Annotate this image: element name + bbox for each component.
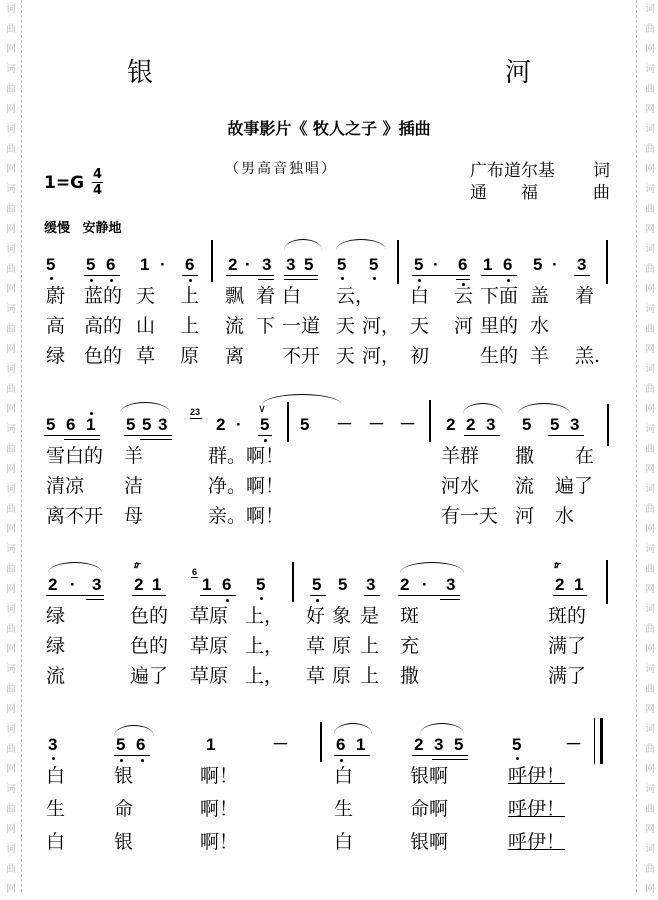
grace-notes: 23 bbox=[190, 407, 201, 417]
lyric: 撒 bbox=[400, 665, 420, 687]
sixteenth-beam bbox=[140, 439, 172, 440]
mordent-icon: 𝆖 bbox=[134, 558, 141, 571]
lyric: 上， bbox=[245, 635, 284, 657]
credits bbox=[470, 160, 610, 204]
lyric: 好 bbox=[306, 605, 326, 627]
lyric: 羔. bbox=[575, 345, 601, 367]
note: 1 bbox=[356, 735, 366, 754]
lower-octave-dot bbox=[516, 757, 519, 760]
lyric: 河， bbox=[362, 345, 401, 367]
eighth-beam bbox=[200, 595, 236, 596]
lyric: 草原 bbox=[190, 665, 229, 687]
lyric: 蓝的 bbox=[84, 285, 123, 307]
lyric: 呼伊！ bbox=[508, 831, 566, 853]
dot-extension: · bbox=[236, 415, 242, 434]
lyric: 一道 bbox=[282, 315, 321, 337]
key-signature bbox=[44, 168, 103, 197]
note: 5 bbox=[454, 735, 464, 754]
eighth-beam bbox=[132, 595, 166, 596]
slur bbox=[284, 239, 322, 250]
note: 5 bbox=[414, 255, 424, 274]
lyric: 里的 bbox=[480, 315, 519, 337]
vocal-type: （男高音独唱） bbox=[225, 161, 337, 177]
lower-octave-dot bbox=[52, 757, 55, 760]
lyric: 原 bbox=[332, 665, 352, 687]
watermark-text: 词 曲 网 bbox=[6, 64, 16, 115]
note: 1 bbox=[574, 575, 584, 594]
lyric: 色的 bbox=[130, 635, 169, 657]
eighth-beam bbox=[574, 275, 590, 276]
lyric: 天 bbox=[336, 315, 356, 337]
note: 2 bbox=[446, 415, 456, 434]
lyric: 撒 bbox=[515, 445, 535, 467]
lyric: 草原 bbox=[190, 605, 229, 627]
dot-extension: · bbox=[245, 255, 251, 274]
lyricist-credit bbox=[470, 160, 610, 182]
slur bbox=[400, 562, 464, 573]
watermark-text: 词 曲 网 bbox=[6, 184, 16, 235]
note: 2 bbox=[400, 575, 410, 594]
lyric: 流 bbox=[515, 475, 535, 497]
watermark-text: 词 曲 网 bbox=[645, 604, 655, 655]
lyric: 净。啊！ bbox=[208, 475, 285, 497]
watermark-text: 词 曲 网 bbox=[6, 784, 16, 835]
sixteenth-beam bbox=[432, 759, 468, 760]
barline bbox=[429, 400, 431, 442]
lyric: 河 bbox=[454, 315, 474, 337]
lyric: 斑 bbox=[400, 605, 420, 627]
lyric: 啊！ bbox=[200, 798, 239, 820]
eighth-beam bbox=[464, 435, 500, 436]
note: 5 bbox=[46, 415, 56, 434]
dot-extension: · bbox=[552, 255, 558, 274]
note: 2 bbox=[228, 255, 238, 274]
watermark-text: 词 曲 网 bbox=[6, 544, 16, 595]
lyric: 命 bbox=[114, 798, 134, 820]
note: 3 bbox=[286, 255, 296, 274]
lower-octave-dot bbox=[90, 279, 93, 282]
slur bbox=[336, 239, 386, 250]
note: 3 bbox=[446, 575, 456, 594]
watermark-text: 词 曲 网 bbox=[6, 484, 16, 535]
lyric: 草 bbox=[306, 665, 326, 687]
lower-octave-dot bbox=[110, 279, 113, 282]
lyric: 色的 bbox=[130, 605, 169, 627]
lyric: 洁 bbox=[124, 475, 144, 497]
eighth-beam bbox=[398, 595, 460, 596]
dash: － bbox=[368, 415, 385, 434]
lyric: 流 bbox=[225, 315, 245, 337]
lower-octave-dot bbox=[264, 439, 267, 442]
lyric: 呼伊！ bbox=[508, 765, 566, 787]
grace-beam bbox=[191, 577, 198, 578]
barline bbox=[607, 404, 609, 446]
lyric: 银 bbox=[114, 831, 134, 853]
watermark-text: 词 曲 网 bbox=[645, 784, 655, 835]
note: 6 bbox=[66, 415, 76, 434]
lyric: 清凉 bbox=[46, 475, 85, 497]
lyric: 上 bbox=[180, 285, 200, 307]
watermark-text: 词 曲 网 bbox=[645, 64, 655, 115]
lower-octave-dot bbox=[341, 277, 344, 280]
lower-octave-dot bbox=[120, 759, 123, 762]
dash: － bbox=[272, 735, 289, 754]
lyric: 天 bbox=[410, 315, 430, 337]
watermark-text: 词 曲 网 bbox=[645, 424, 655, 475]
lyric: 生 bbox=[334, 798, 354, 820]
watermark-text: 词 曲 网 bbox=[645, 484, 655, 535]
dot-extension: · bbox=[70, 575, 76, 594]
dot-extension: · bbox=[422, 575, 428, 594]
lyric: 草 bbox=[306, 635, 326, 657]
lyric: 初 bbox=[410, 345, 430, 367]
lyric: 遍了 bbox=[555, 475, 594, 497]
slur bbox=[48, 562, 102, 573]
lyric: 上， bbox=[245, 605, 284, 627]
note: 1 bbox=[206, 735, 216, 754]
lyric: 啊！ bbox=[200, 831, 239, 853]
dot-extension: · bbox=[160, 255, 166, 274]
eighth-beam bbox=[310, 595, 326, 596]
lyric: 原 bbox=[332, 635, 352, 657]
note: 2 bbox=[134, 575, 144, 594]
lyric: 水 bbox=[530, 315, 550, 337]
note: 6 bbox=[503, 255, 513, 274]
watermark-text: 词 曲 网 bbox=[6, 244, 16, 295]
lyric: 满了 bbox=[548, 635, 587, 657]
lyric: 象 bbox=[332, 605, 352, 627]
lyric: 离 bbox=[225, 345, 245, 367]
lyric: 斑的 bbox=[548, 605, 587, 627]
time-numerator: 4 bbox=[93, 167, 103, 182]
dash: － bbox=[399, 415, 416, 434]
note: 5 bbox=[369, 255, 379, 274]
slur bbox=[334, 723, 372, 734]
barline bbox=[287, 402, 289, 442]
barline bbox=[397, 240, 399, 284]
note: 5 bbox=[86, 255, 96, 274]
lyric: 白 bbox=[410, 285, 430, 307]
watermark-text: 词 曲 网 bbox=[645, 664, 655, 715]
note: 3 bbox=[262, 255, 272, 274]
lyric: 绿 bbox=[46, 605, 66, 627]
slur bbox=[262, 394, 342, 405]
mordent-icon: 𝆖 bbox=[554, 558, 561, 571]
lyric: 有一天 bbox=[441, 505, 499, 527]
eighth-beam bbox=[481, 275, 517, 276]
lyric: 河水 bbox=[441, 475, 480, 497]
eighth-beam bbox=[412, 275, 470, 276]
note: 6 bbox=[458, 255, 468, 274]
lyric: 水 bbox=[555, 505, 575, 527]
lower-octave-dot bbox=[260, 597, 263, 600]
lyric: 在 bbox=[575, 445, 595, 467]
watermark-text: 词 曲 网 bbox=[645, 184, 655, 235]
lyric: 群。啊！ bbox=[208, 445, 285, 467]
eighth-beam bbox=[258, 435, 272, 436]
lyric: 下 bbox=[256, 315, 276, 337]
note: 6 bbox=[185, 255, 195, 274]
note: 5 bbox=[550, 415, 560, 434]
eighth-beam bbox=[364, 595, 380, 596]
note: 2 bbox=[216, 415, 226, 434]
eighth-beam bbox=[553, 595, 587, 596]
eighth-beam bbox=[226, 275, 274, 276]
sixteenth-beam bbox=[456, 279, 470, 280]
lyric: 亲。啊！ bbox=[208, 505, 285, 527]
eighth-beam bbox=[114, 755, 150, 756]
lyric: 充 bbox=[400, 635, 420, 657]
lyric: 云 bbox=[454, 285, 474, 307]
watermark-text: 词 曲 网 bbox=[645, 244, 655, 295]
watermark-text: 词 曲 网 bbox=[6, 4, 16, 55]
barline bbox=[211, 240, 213, 282]
lyric: 呼伊！ bbox=[508, 798, 566, 820]
lyric: 草 bbox=[136, 345, 156, 367]
note: 5 bbox=[512, 735, 522, 754]
eighth-beam bbox=[548, 435, 584, 436]
lyricist-role: 词 bbox=[593, 161, 610, 181]
slur bbox=[420, 723, 464, 734]
lyricist-name: 广布道尔基 bbox=[470, 161, 555, 181]
watermark-text: 词 曲 网 bbox=[645, 844, 655, 895]
lyric: 啊！ bbox=[200, 765, 239, 787]
note: 3 bbox=[486, 415, 496, 434]
lower-octave-dot bbox=[507, 279, 510, 282]
watermark-text: 词 曲 网 bbox=[645, 544, 655, 595]
slur bbox=[518, 403, 570, 414]
lyric: 色的 bbox=[84, 345, 123, 367]
lyric: 天 bbox=[336, 345, 356, 367]
lyric: 山 bbox=[136, 315, 156, 337]
final-barline bbox=[594, 718, 603, 764]
note: 5 bbox=[126, 415, 136, 434]
lyric: 离不开 bbox=[46, 505, 104, 527]
watermark-text: 词 曲 网 bbox=[645, 124, 655, 175]
note: 1 bbox=[86, 415, 96, 434]
note: 5 bbox=[142, 415, 152, 434]
lyric: 白 bbox=[334, 765, 354, 787]
lyric: 高 bbox=[46, 315, 66, 337]
lyric: 满了 bbox=[548, 665, 587, 687]
sixteenth-beam bbox=[284, 279, 318, 280]
barline bbox=[320, 722, 322, 762]
key-label: 1=G bbox=[44, 172, 85, 193]
watermark-text: 词 曲 网 bbox=[645, 4, 655, 55]
note: 1 bbox=[140, 255, 150, 274]
note: 3 bbox=[577, 255, 587, 274]
eighth-beam bbox=[412, 755, 468, 756]
watermark-text: 词 曲 网 bbox=[6, 724, 16, 775]
lyric: 飘 bbox=[225, 285, 245, 307]
lyric: 羊 bbox=[124, 445, 144, 467]
lyric: 银啊 bbox=[410, 831, 449, 853]
note: 5 bbox=[533, 255, 543, 274]
note: 2 bbox=[555, 575, 565, 594]
composer-name: 通 福 bbox=[470, 183, 538, 203]
lyric: 遍了 bbox=[130, 665, 169, 687]
lyric: 河 bbox=[515, 505, 535, 527]
lower-octave-dot bbox=[316, 599, 319, 602]
lyric: 银啊 bbox=[410, 765, 449, 787]
sixteenth-beam bbox=[86, 599, 104, 600]
eighth-beam bbox=[84, 275, 120, 276]
sixteenth-beam bbox=[440, 599, 460, 600]
lyric: 母 bbox=[124, 505, 144, 527]
lyric: 原 bbox=[180, 345, 200, 367]
time-denominator: 4 bbox=[93, 183, 103, 198]
watermark-text: 词 曲 网 bbox=[6, 364, 16, 415]
lyric: 白 bbox=[334, 831, 354, 853]
breath-mark: ∨ bbox=[258, 402, 267, 415]
composer-credit bbox=[470, 182, 610, 204]
note: 1 bbox=[152, 575, 162, 594]
lyric: 下面 bbox=[480, 285, 519, 307]
eighth-beam bbox=[46, 595, 104, 596]
dash: － bbox=[565, 735, 582, 754]
note: 1 bbox=[483, 255, 493, 274]
eighth-beam bbox=[124, 435, 172, 436]
lower-octave-dot bbox=[373, 277, 376, 280]
lyric: 上， bbox=[245, 665, 284, 687]
eighth-beam bbox=[182, 275, 198, 276]
watermark-text: 词 曲 网 bbox=[645, 304, 655, 355]
grace-note: 6 bbox=[192, 567, 198, 577]
note: 5 bbox=[300, 415, 310, 434]
lyric: 生的 bbox=[480, 345, 519, 367]
note: 2 bbox=[466, 415, 476, 434]
sixteenth-beam bbox=[64, 439, 100, 440]
lower-octave-dot bbox=[189, 279, 192, 282]
lyric: 白 bbox=[46, 765, 66, 787]
watermark-text: 词 曲 网 bbox=[6, 604, 16, 655]
note: 5 bbox=[46, 255, 56, 274]
watermark-text: 词 曲 网 bbox=[6, 304, 16, 355]
note: 5 bbox=[256, 575, 266, 594]
note: 5 bbox=[260, 415, 270, 434]
slur bbox=[463, 403, 503, 414]
lower-octave-dot bbox=[418, 279, 421, 282]
song-title: 银 河 bbox=[126, 58, 631, 88]
note: 3 bbox=[570, 415, 580, 434]
song-subtitle: 故事影片《 牧人之子 》插曲 bbox=[227, 119, 431, 138]
lyric: 羊 bbox=[530, 345, 550, 367]
slur bbox=[120, 402, 170, 413]
lyric: 上 bbox=[180, 315, 200, 337]
sixteenth-beam bbox=[258, 279, 274, 280]
lyric: 绿 bbox=[46, 635, 66, 657]
note: 6 bbox=[336, 735, 346, 754]
composer-role: 曲 bbox=[593, 183, 610, 203]
note: 2 bbox=[48, 575, 58, 594]
note: 3 bbox=[48, 735, 58, 754]
lyric: 是 bbox=[360, 605, 380, 627]
note: 2 bbox=[414, 735, 424, 754]
lyric: 生 bbox=[46, 798, 66, 820]
lyric: 草原 bbox=[190, 635, 229, 657]
watermark-text: 词 曲 网 bbox=[6, 844, 16, 895]
lyric: 银 bbox=[114, 765, 134, 787]
lyric: 白 bbox=[282, 285, 302, 307]
lyric: 着 bbox=[256, 285, 276, 307]
lyric: 命啊 bbox=[410, 798, 449, 820]
eighth-beam bbox=[334, 755, 370, 756]
lyric: 高的 bbox=[84, 315, 123, 337]
watermark-text: 词 曲 网 bbox=[6, 124, 16, 175]
lyric: 蔚 bbox=[46, 285, 66, 307]
eighth-beam bbox=[44, 435, 100, 436]
watermark-text: 词 曲 网 bbox=[645, 724, 655, 775]
note: 3 bbox=[158, 415, 168, 434]
note: 3 bbox=[434, 735, 444, 754]
lyric: 上 bbox=[360, 635, 380, 657]
grace-beam bbox=[190, 418, 202, 419]
lyric: 不开 bbox=[282, 345, 321, 367]
note: 1 bbox=[202, 575, 212, 594]
lower-octave-dot bbox=[226, 599, 229, 602]
note: 3 bbox=[92, 575, 102, 594]
watermark-text: 词 曲 网 bbox=[645, 364, 655, 415]
note: 5 bbox=[522, 415, 532, 434]
barline bbox=[606, 560, 608, 604]
eighth-beam bbox=[284, 275, 318, 276]
note: 3 bbox=[366, 575, 376, 594]
lyric: 流 bbox=[46, 665, 66, 687]
lyric: 着 bbox=[575, 285, 595, 307]
note: 6 bbox=[106, 255, 116, 274]
barline bbox=[606, 240, 608, 284]
watermark-text: 词 曲 网 bbox=[6, 664, 16, 715]
upper-octave-dot bbox=[90, 412, 93, 415]
note: 6 bbox=[222, 575, 232, 594]
note: 5 bbox=[312, 575, 322, 594]
lyric: 盖 bbox=[530, 285, 550, 307]
lyric: 雪白的 bbox=[46, 445, 104, 467]
tempo-marking: 缓慢 安静地 bbox=[44, 221, 122, 236]
note: 5 bbox=[338, 575, 348, 594]
lyric: 天 bbox=[136, 285, 156, 307]
barline bbox=[292, 562, 294, 602]
lyric: 上 bbox=[360, 665, 380, 687]
note: 6 bbox=[136, 735, 146, 754]
watermark-text: 词 曲 网 bbox=[6, 424, 16, 475]
note: 5 bbox=[116, 735, 126, 754]
lower-octave-dot bbox=[141, 759, 144, 762]
lyric: 河， bbox=[362, 315, 401, 337]
lower-octave-dot bbox=[50, 277, 53, 280]
lower-octave-dot bbox=[340, 759, 343, 762]
lyric: 羊群 bbox=[441, 445, 480, 467]
lyric: 云， bbox=[336, 285, 375, 307]
lyric: 白 bbox=[46, 831, 66, 853]
dash: － bbox=[336, 415, 353, 434]
note: 5 bbox=[304, 255, 314, 274]
dot-extension: · bbox=[433, 255, 439, 274]
lyric: 绿 bbox=[46, 345, 66, 367]
time-signature bbox=[92, 168, 103, 197]
note: 5 bbox=[337, 255, 347, 274]
